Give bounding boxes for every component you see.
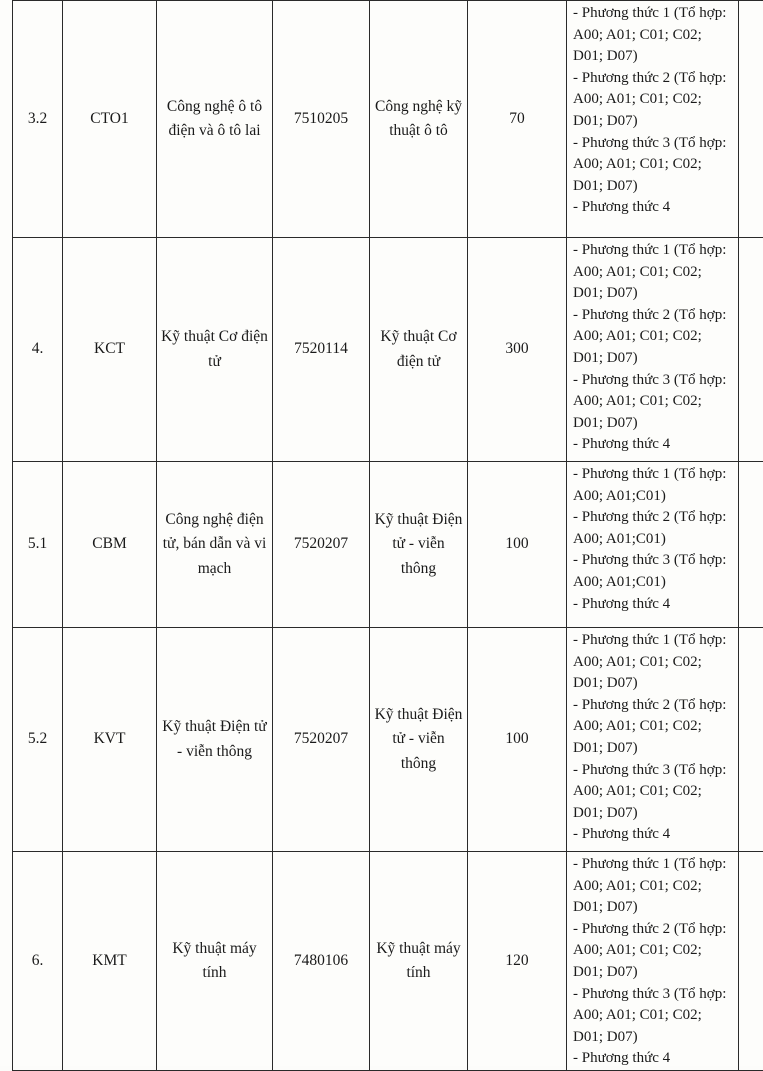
major-group: Kỹ thuật Cơ điện tử — [370, 238, 468, 462]
quota: 120 — [468, 852, 567, 1071]
method-item: - Phương thức 2 (Tổ hợp: A00; A01; C01; C02; D01; D07) — [573, 695, 734, 760]
program-name: Công nghệ điện tử, bán dẫn và vi mạch — [157, 462, 273, 628]
major-code: 7520207 — [273, 628, 370, 852]
major-group: Kỹ thuật Điện tử - viễn thông — [370, 462, 468, 628]
program-code: KMT — [63, 852, 157, 1071]
quota: 100 — [468, 462, 567, 628]
method-item: - Phương thức 4 — [573, 594, 734, 616]
method-item: - Phương thức 3 (Tổ hợp: A00; A01; C01; C02; D01; D07) — [573, 760, 734, 825]
major-code: 7520114 — [273, 238, 370, 462]
program-code: CTO1 — [63, 1, 157, 238]
row-number: 3.2 — [13, 1, 63, 238]
major-group: Công nghệ kỹ thuật ô tô — [370, 1, 468, 238]
method-item: - Phương thức 2 (Tổ hợp: A00; A01;C01) — [573, 507, 734, 550]
table-row — [13, 238, 763, 462]
major-code: 7520207 — [273, 462, 370, 628]
quota: 100 — [468, 628, 567, 852]
row-number: 4. — [13, 238, 63, 462]
method-item: - Phương thức 2 (Tổ hợp: A00; A01; C01; C02; D01; D07) — [573, 919, 734, 984]
quota: 300 — [468, 238, 567, 462]
method-item: - Phương thức 4 — [573, 1048, 734, 1070]
method-item: - Phương thức 2 (Tổ hợp: A00; A01; C01; C02; D01; D07) — [573, 305, 734, 370]
method-item: - Phương thức 3 (Tổ hợp: A00; A01;C01) — [573, 550, 734, 593]
major-group: Kỹ thuật Điện tử - viễn thông — [370, 628, 468, 852]
method-item: - Phương thức 3 (Tổ hợp: A00; A01; C01; C02; D01; D07) — [573, 984, 734, 1049]
program-code: CBM — [63, 462, 157, 628]
major-group: Kỹ thuật máy tính — [370, 852, 468, 1071]
note-cell — [739, 628, 763, 852]
method-item: - Phương thức 2 (Tổ hợp: A00; A01; C01; C02; D01; D07) — [573, 68, 734, 133]
note-cell — [739, 462, 763, 628]
program-name: Công nghệ ô tô điện và ô tô lai — [157, 1, 273, 238]
program-name: Kỹ thuật máy tính — [157, 852, 273, 1071]
method-item: - Phương thức 1 (Tổ hợp: A00; A01;C01) — [573, 464, 734, 507]
admissions-table — [12, 0, 763, 1071]
admission-methods — [567, 462, 739, 628]
program-code: KCT — [63, 238, 157, 462]
note-cell — [739, 238, 763, 462]
table-row — [13, 852, 763, 1071]
row-number: 6. — [13, 852, 63, 1071]
method-item: - Phương thức 4 — [573, 824, 734, 846]
method-item: - Phương thức 4 — [573, 197, 734, 219]
table-row — [13, 462, 763, 628]
table-row — [13, 1, 763, 238]
method-item: - Phương thức 3 (Tổ hợp: A00; A01; C01; C02; D01; D07) — [573, 133, 734, 198]
program-code: KVT — [63, 628, 157, 852]
admission-methods — [567, 238, 739, 462]
method-item: - Phương thức 1 (Tổ hợp: A00; A01; C01; C02; D01; D07) — [573, 240, 734, 305]
admission-methods — [567, 1, 739, 238]
method-item: - Phương thức 1 (Tổ hợp: A00; A01; C01; C02; D01; D07) — [573, 854, 734, 919]
admission-methods — [567, 628, 739, 852]
note-cell — [739, 1, 763, 238]
admission-methods — [567, 852, 739, 1071]
method-item: - Phương thức 1 (Tổ hợp: A00; A01; C01; C02; D01; D07) — [573, 630, 734, 695]
major-code: 7510205 — [273, 1, 370, 238]
major-code: 7480106 — [273, 852, 370, 1071]
note-cell — [739, 852, 763, 1071]
row-number: 5.1 — [13, 462, 63, 628]
program-name: Kỹ thuật Điện tử - viễn thông — [157, 628, 273, 852]
quota: 70 — [468, 1, 567, 238]
program-name: Kỹ thuật Cơ điện tử — [157, 238, 273, 462]
method-item: - Phương thức 3 (Tổ hợp: A00; A01; C01; C02; D01; D07) — [573, 370, 734, 435]
method-item: - Phương thức 4 — [573, 434, 734, 456]
row-number: 5.2 — [13, 628, 63, 852]
table-row — [13, 628, 763, 852]
method-item: - Phương thức 1 (Tổ hợp: A00; A01; C01; C02; D01; D07) — [573, 3, 734, 68]
